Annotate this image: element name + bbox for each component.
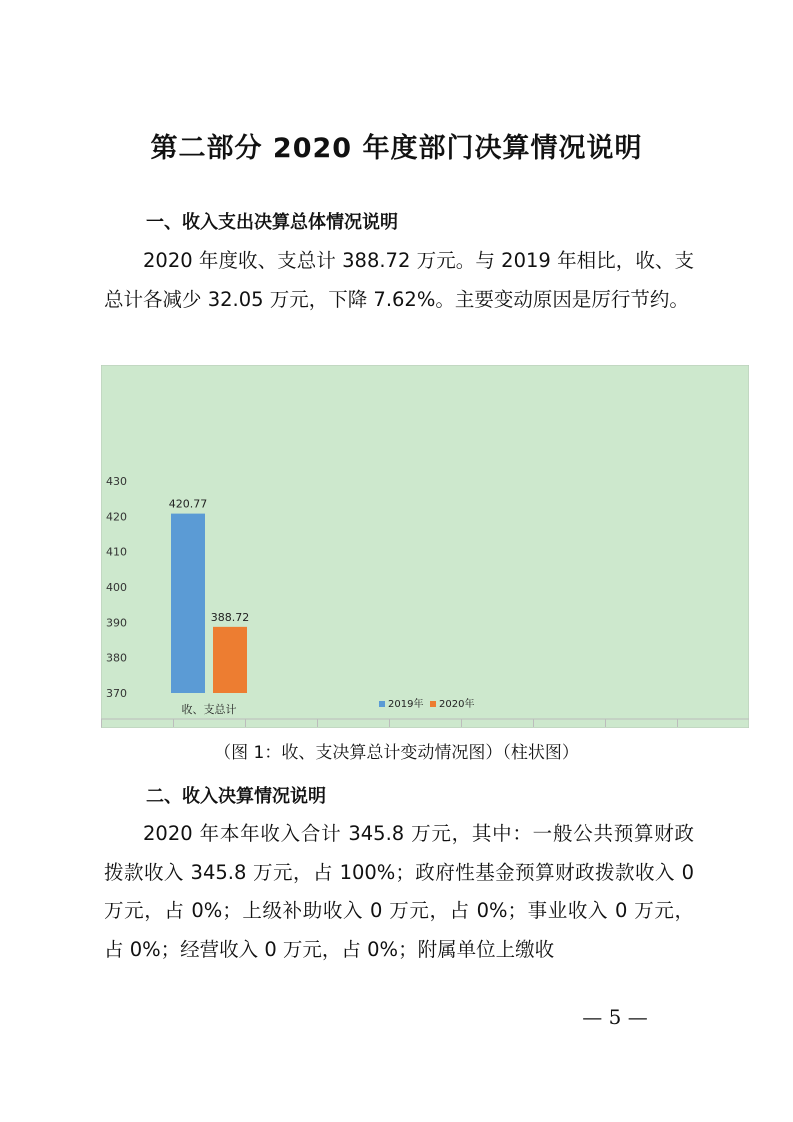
y-tick-label: 430: [106, 475, 127, 488]
legend-swatch-2019: [379, 701, 385, 707]
overall-summary-paragraph: [104, 242, 694, 319]
y-tick-label: 380: [106, 651, 127, 665]
income-expense-bar-chart: [101, 365, 749, 728]
legend-label-2019: 2019年: [388, 699, 424, 710]
bar-2019年: [171, 514, 205, 693]
y-tick-label: 420: [106, 510, 127, 524]
legend-label-2020: 2020年: [439, 699, 475, 710]
category-label: 收、支总计: [181, 703, 237, 716]
income-details-paragraph: [104, 815, 694, 969]
y-tick-label: 410: [106, 545, 127, 559]
bar-data-label: 420.77: [168, 497, 208, 511]
page-number: — 5 —: [582, 1005, 648, 1029]
y-tick-label: 370: [106, 687, 127, 700]
bar-data-label: 388.72: [210, 610, 250, 624]
section-heading-overall: 一、收入支出决算总体情况说明: [146, 212, 398, 233]
legend-swatch-2020: [430, 701, 436, 707]
overall-summary-text: 2020 年度收、支总计 388.72 万元。与 2019 年相比，收、支总计各减少 32.05 万元，下降 7.62%。主要变动原因是厉行节约。: [104, 249, 694, 311]
figure-caption: （图 1：收、支决算总计变动情况图）（柱状图）: [214, 743, 579, 763]
y-tick-label: 390: [106, 616, 127, 630]
section-heading-income: 二、收入决算情况说明: [146, 786, 326, 807]
income-details-text: 2020 年本年收入合计 345.8 万元，其中：一般公共预算财政拨款收入 345.8 万元，占 100%；政府性基金预算财政拨款收入 0 万元，占 0%；上级补助收入 0 万元，占 0%；事业收入 0 万元，占 0%；经营收入 0 万元，占 0%；附属单位上缴收: [104, 822, 694, 961]
bar-2020年: [213, 627, 247, 693]
y-tick-label: 400: [106, 581, 127, 594]
document-title: 第二部分 2020 年度部门决算情况说明: [150, 133, 643, 164]
